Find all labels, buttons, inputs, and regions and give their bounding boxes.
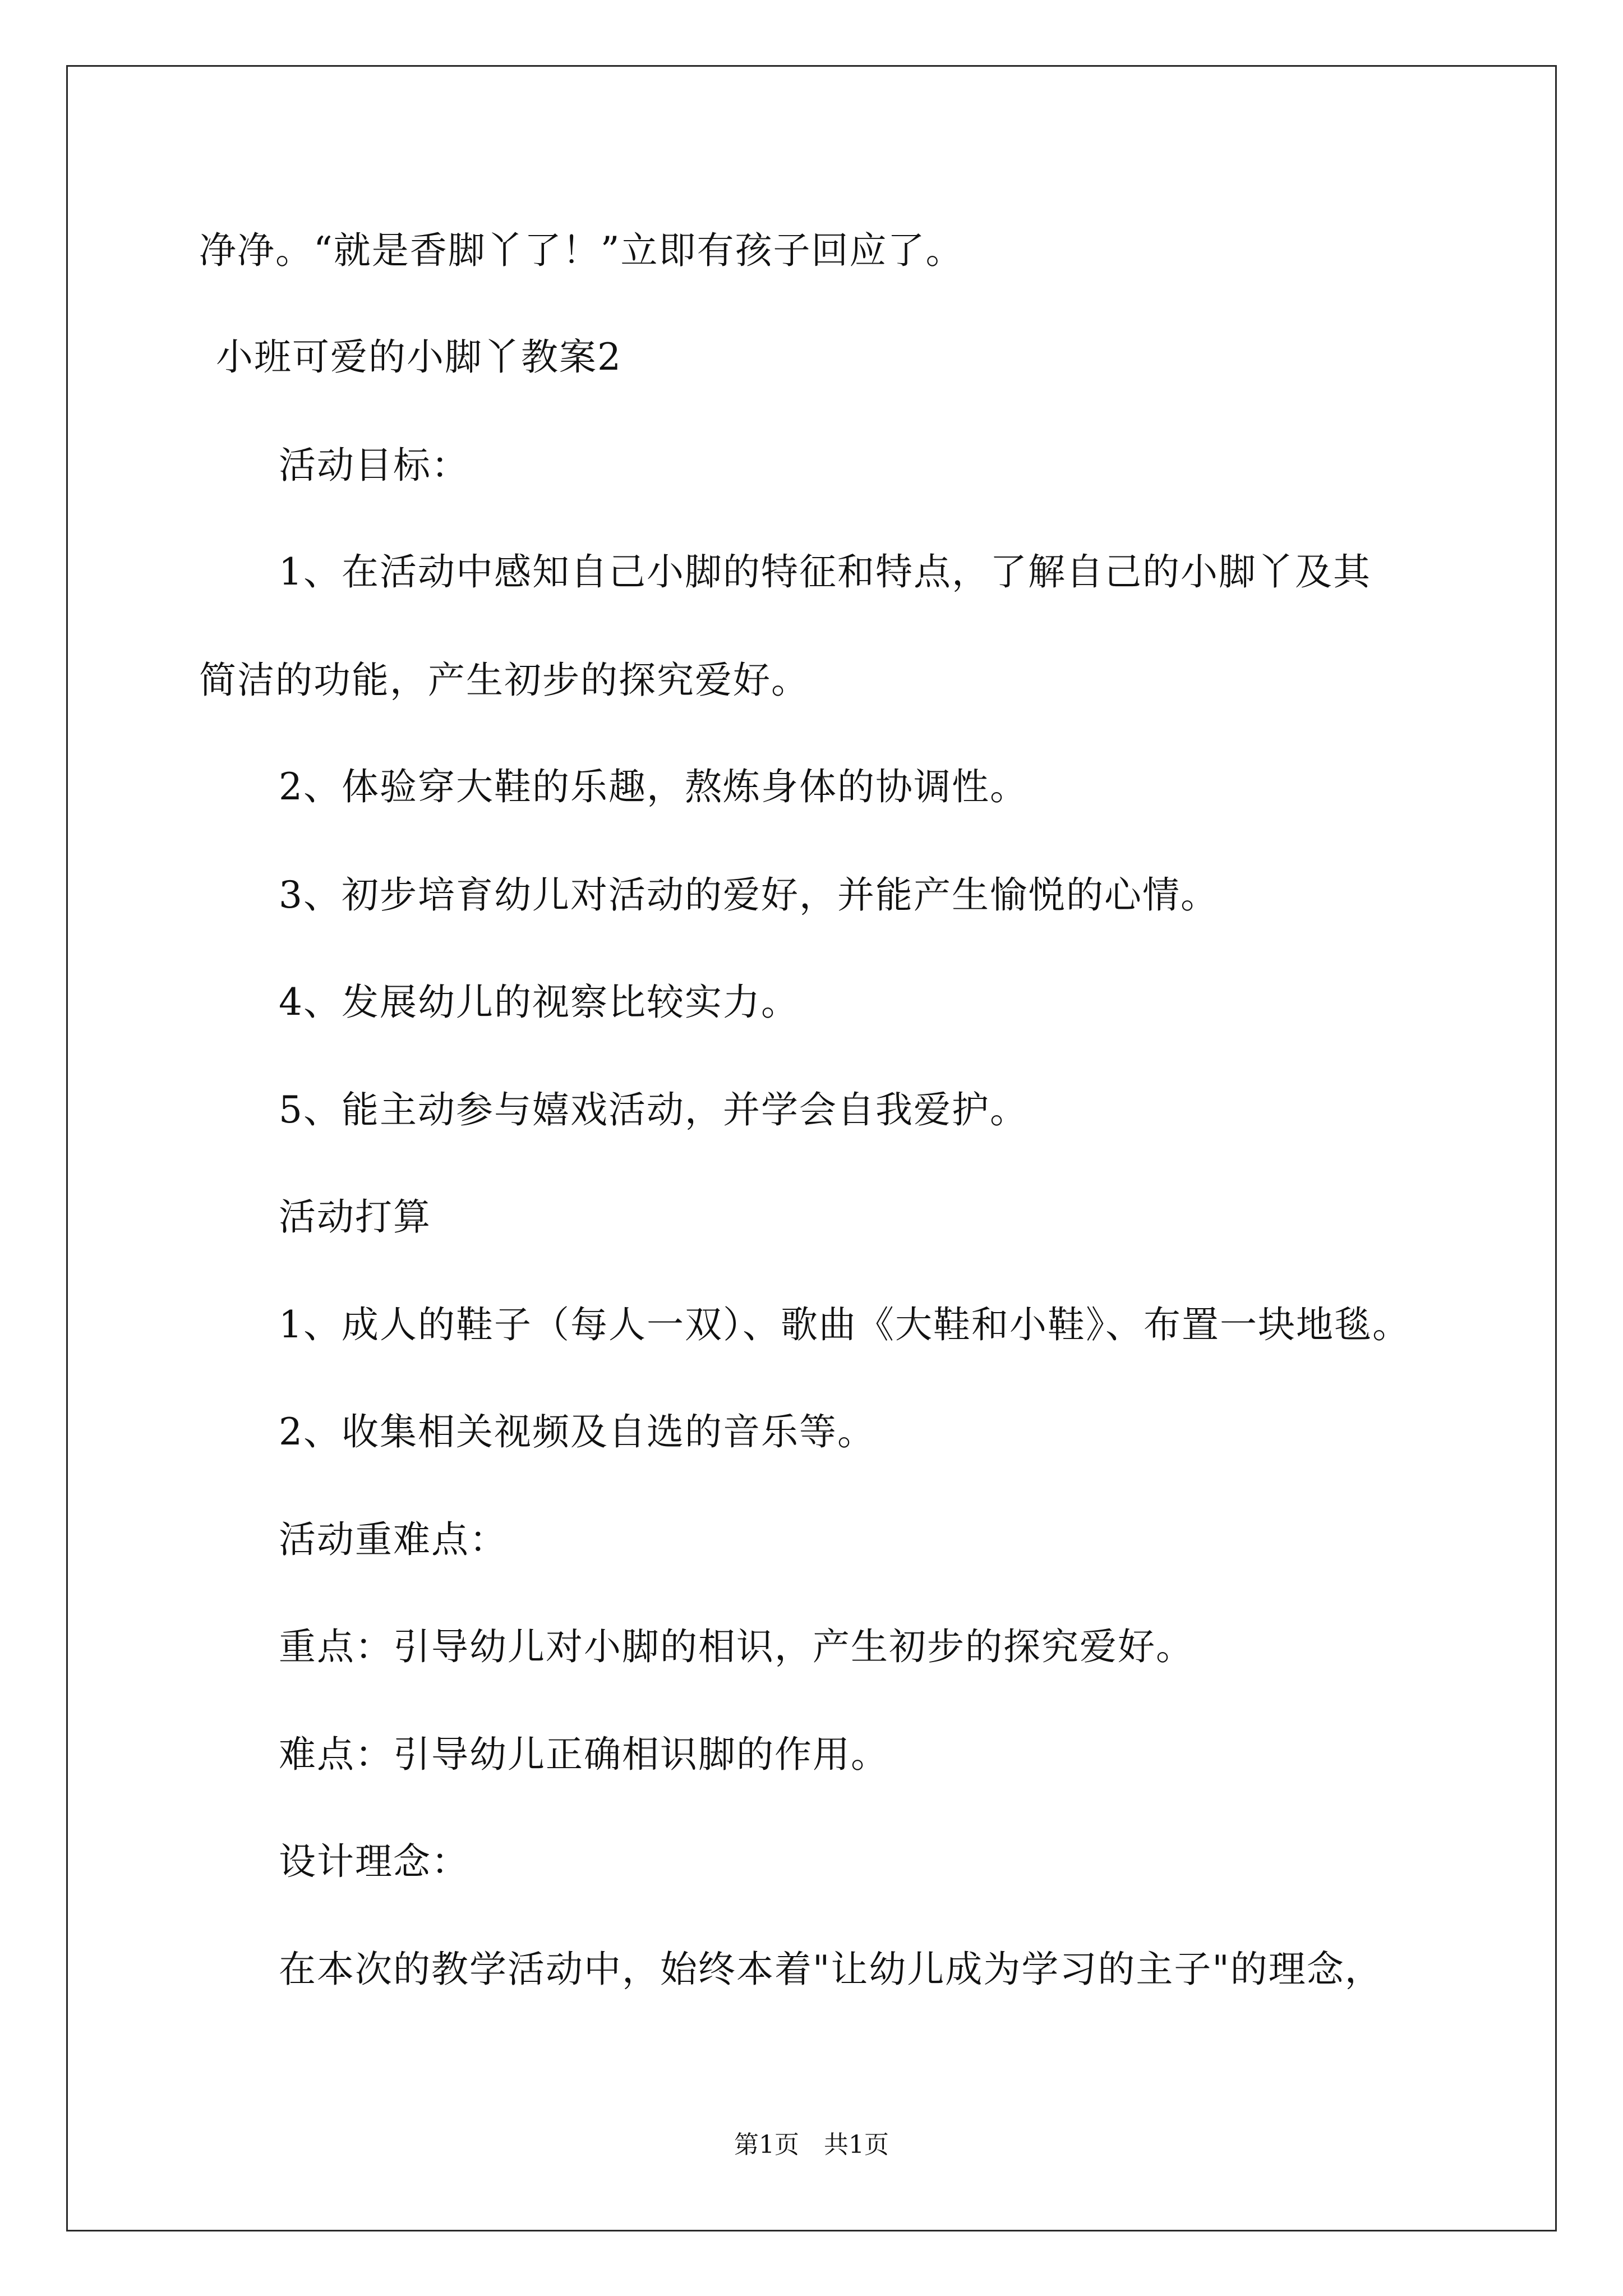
- goal-item-1: 1、在活动中感知自己小脚的特征和特点，了解自己的小脚丫及其: [279, 550, 1371, 593]
- heading-design-concept: 设计理念：: [279, 1840, 469, 1883]
- goal-item-1-continued: 简洁的功能，产生初步的探究爱好。: [199, 659, 809, 702]
- heading-activity-plan: 活动打算: [279, 1195, 431, 1239]
- goal-item-3: 3、初步培育幼儿对活动的爱好，并能产生愉悦的心情。: [279, 873, 1219, 917]
- goal-item-2: 2、体验穿大鞋的乐趣，熬炼身体的协调性。: [279, 765, 1028, 808]
- text-line-1: 净净。“就是香脚丫了！”立即有孩子回应了。: [199, 229, 964, 272]
- difficult-point: 难点：引导幼儿正确相识脚的作用。: [279, 1733, 889, 1776]
- goal-item-5: 5、能主动参与嬉戏活动，并学会自我爱护。: [279, 1088, 1028, 1131]
- page-border: [66, 65, 1557, 2231]
- page-number: 第1页 共1页: [734, 2131, 889, 2159]
- design-concept-text: 在本次的教学活动中，始终本着"让幼儿成为学习的主子"的理念，: [279, 1948, 1383, 1991]
- section-title: 小班可爱的小脚丫教案2: [216, 335, 622, 379]
- heading-key-difficult-points: 活动重难点：: [279, 1518, 508, 1561]
- plan-item-2: 2、收集相关视频及自选的音乐等。: [279, 1410, 875, 1453]
- goal-item-4: 4、发展幼儿的视察比较实力。: [279, 981, 799, 1024]
- heading-activity-goals: 活动目标：: [279, 444, 469, 487]
- plan-item-1: 1、成人的鞋子（每人一双）、歌曲《大鞋和小鞋》、布置一块地毯。: [279, 1303, 1410, 1346]
- key-point: 重点：引导幼儿对小脚的相识，产生初步的探究爱好。: [279, 1625, 1194, 1668]
